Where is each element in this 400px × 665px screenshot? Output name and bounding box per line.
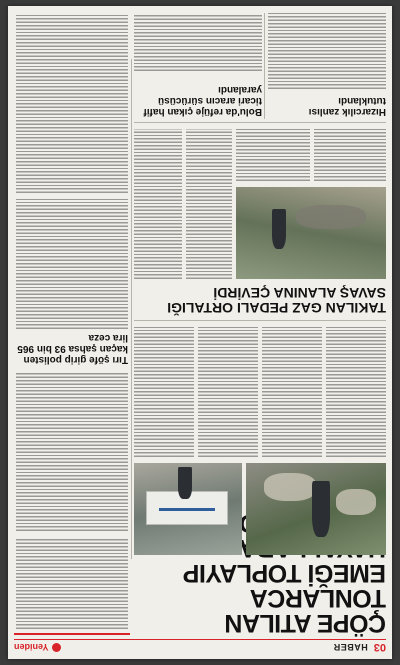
masthead bbox=[14, 639, 386, 655]
brief-headline-1: Bolu'da refüje çıkan hafif ticari aracın sürücüsü yaralandı bbox=[143, 84, 262, 117]
second-photo bbox=[236, 187, 386, 279]
brief-3-text bbox=[16, 199, 128, 329]
logo-text: Yeniden bbox=[14, 642, 49, 653]
brief-2-text bbox=[268, 13, 386, 89]
second-headline bbox=[134, 285, 386, 315]
second-body-column bbox=[236, 129, 310, 181]
lead-body-column bbox=[198, 327, 258, 457]
second-headline-line1: TAKILAN GAZ PEDALI ORTALIĞI bbox=[167, 300, 386, 316]
brief-headline-2: Hızarcılık zanlısı tutuklandı bbox=[308, 95, 386, 117]
column-rule bbox=[131, 59, 132, 559]
brief-headline-3: Tırı şöfe girip polisten kaçan şahsa 93 bin 965 lira ceza bbox=[17, 332, 128, 365]
second-body-column bbox=[134, 129, 182, 279]
lead-headline-line1: ÇÖPE ATILAN TONLARCA bbox=[224, 584, 386, 637]
lead-body-column bbox=[262, 327, 322, 457]
refuse-bag bbox=[264, 473, 316, 501]
newspaper-page bbox=[8, 6, 392, 659]
page-number: 03 bbox=[373, 641, 386, 654]
second-headline-line2: SAVAŞ ALANINA ÇEVİRDİ bbox=[213, 285, 386, 301]
refuse-bag bbox=[336, 489, 376, 515]
section-rule bbox=[134, 122, 386, 123]
logo-mark-icon bbox=[52, 643, 61, 652]
right-lower-column bbox=[16, 13, 128, 193]
worker-figure bbox=[312, 481, 330, 537]
debris bbox=[296, 205, 366, 229]
sidebar-rule bbox=[14, 633, 130, 635]
newspaper-logo bbox=[14, 643, 61, 653]
section-rule bbox=[134, 320, 386, 321]
column-rule bbox=[264, 13, 265, 119]
bystander-figure bbox=[272, 209, 286, 249]
brief-1-text bbox=[134, 13, 262, 71]
lead-body-column bbox=[134, 327, 194, 457]
section-label: HABER bbox=[333, 642, 368, 653]
second-body-column bbox=[186, 129, 232, 279]
lead-photo-left bbox=[246, 463, 386, 555]
sidebar-text-column bbox=[16, 537, 128, 629]
lead-body-column bbox=[326, 327, 386, 457]
lead-text-column bbox=[16, 371, 128, 531]
lead-headline-line2: EMEĞİ TOPLAYIP bbox=[183, 559, 386, 587]
worker-figure bbox=[178, 467, 192, 499]
lead-photo-right bbox=[134, 463, 242, 555]
second-body-column bbox=[314, 129, 386, 181]
